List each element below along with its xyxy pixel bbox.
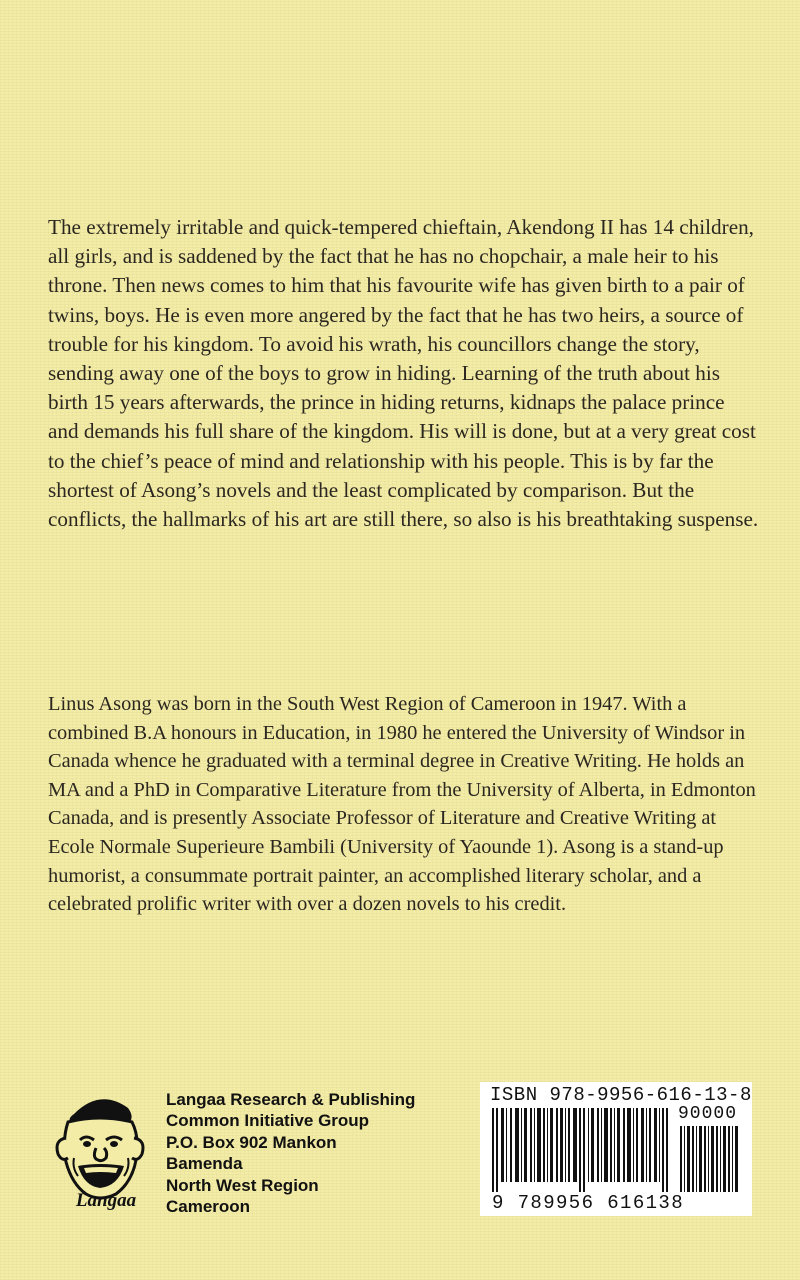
book-blurb: The extremely irritable and quick-tempered chieftain, Akendong II has 14 children, all girls, and is saddened by the fact that he has no chopchair, a male heir to his throne. Then news comes to him that his favourite wife has given birth to a pair of twins, boys. He is even more angered by the fact that he has two heirs, a source of trouble for his kingdom. To avoid his wrath, his councillors change the story, sending away one of the boys to grow in hiding. Learning of the truth about his birth 15 years afterwards, the prince in hiding returns, kidnaps the palace prince and demands his full share of the kingdom. His will is done, but at a very great cost to the chief’s peace of mind and relationship with his people. This is by far the shortest of Asong’s novels and the least complicated by comparison. But the conflicts, the hallmarks of his art are still there, so also is his breathtaking suspense. [48, 215, 759, 532]
isbn-label: ISBN 978-9956-616-13-8 [490, 1084, 752, 1106]
publisher-line: Bamenda [166, 1154, 243, 1174]
author-bio: Linus Asong was born in the South West Region of Cameroon in 1947. With a combined B.A honours in Education, in 1980 he entered the University of Windsor in Canada whence he graduated with a terminal degree in Creative Writing. He holds an MA and a PhD in Comparative Literature from the University of Alberta, in Edmonton Canada, and is presently Associate Professor of Literature and Creative Writing at Ecole Normale Superieure Bambili (University of Yaounde 1). Asong is a stand-up humorist, a consummate portrait painter, an accomplished literary scholar, and a celebrated prolific writer with over a dozen novels to his credit. [48, 693, 756, 916]
publisher-address [166, 1089, 415, 1217]
publisher-line: North West Region [166, 1175, 319, 1195]
publisher-line: P.O. Box 902 Mankon [166, 1132, 337, 1152]
price-addon-code: 90000 [678, 1104, 738, 1124]
publisher-line: Cameroon [166, 1197, 251, 1217]
ean-digits: 9 789956 616138 [492, 1192, 685, 1214]
barcode-icon [484, 1106, 746, 1192]
publisher-line: Common Initiative Group [166, 1111, 370, 1131]
publisher-line: Langaa Research & Publishing [166, 1090, 416, 1109]
logo-wordmark: Langaa [75, 1190, 137, 1211]
